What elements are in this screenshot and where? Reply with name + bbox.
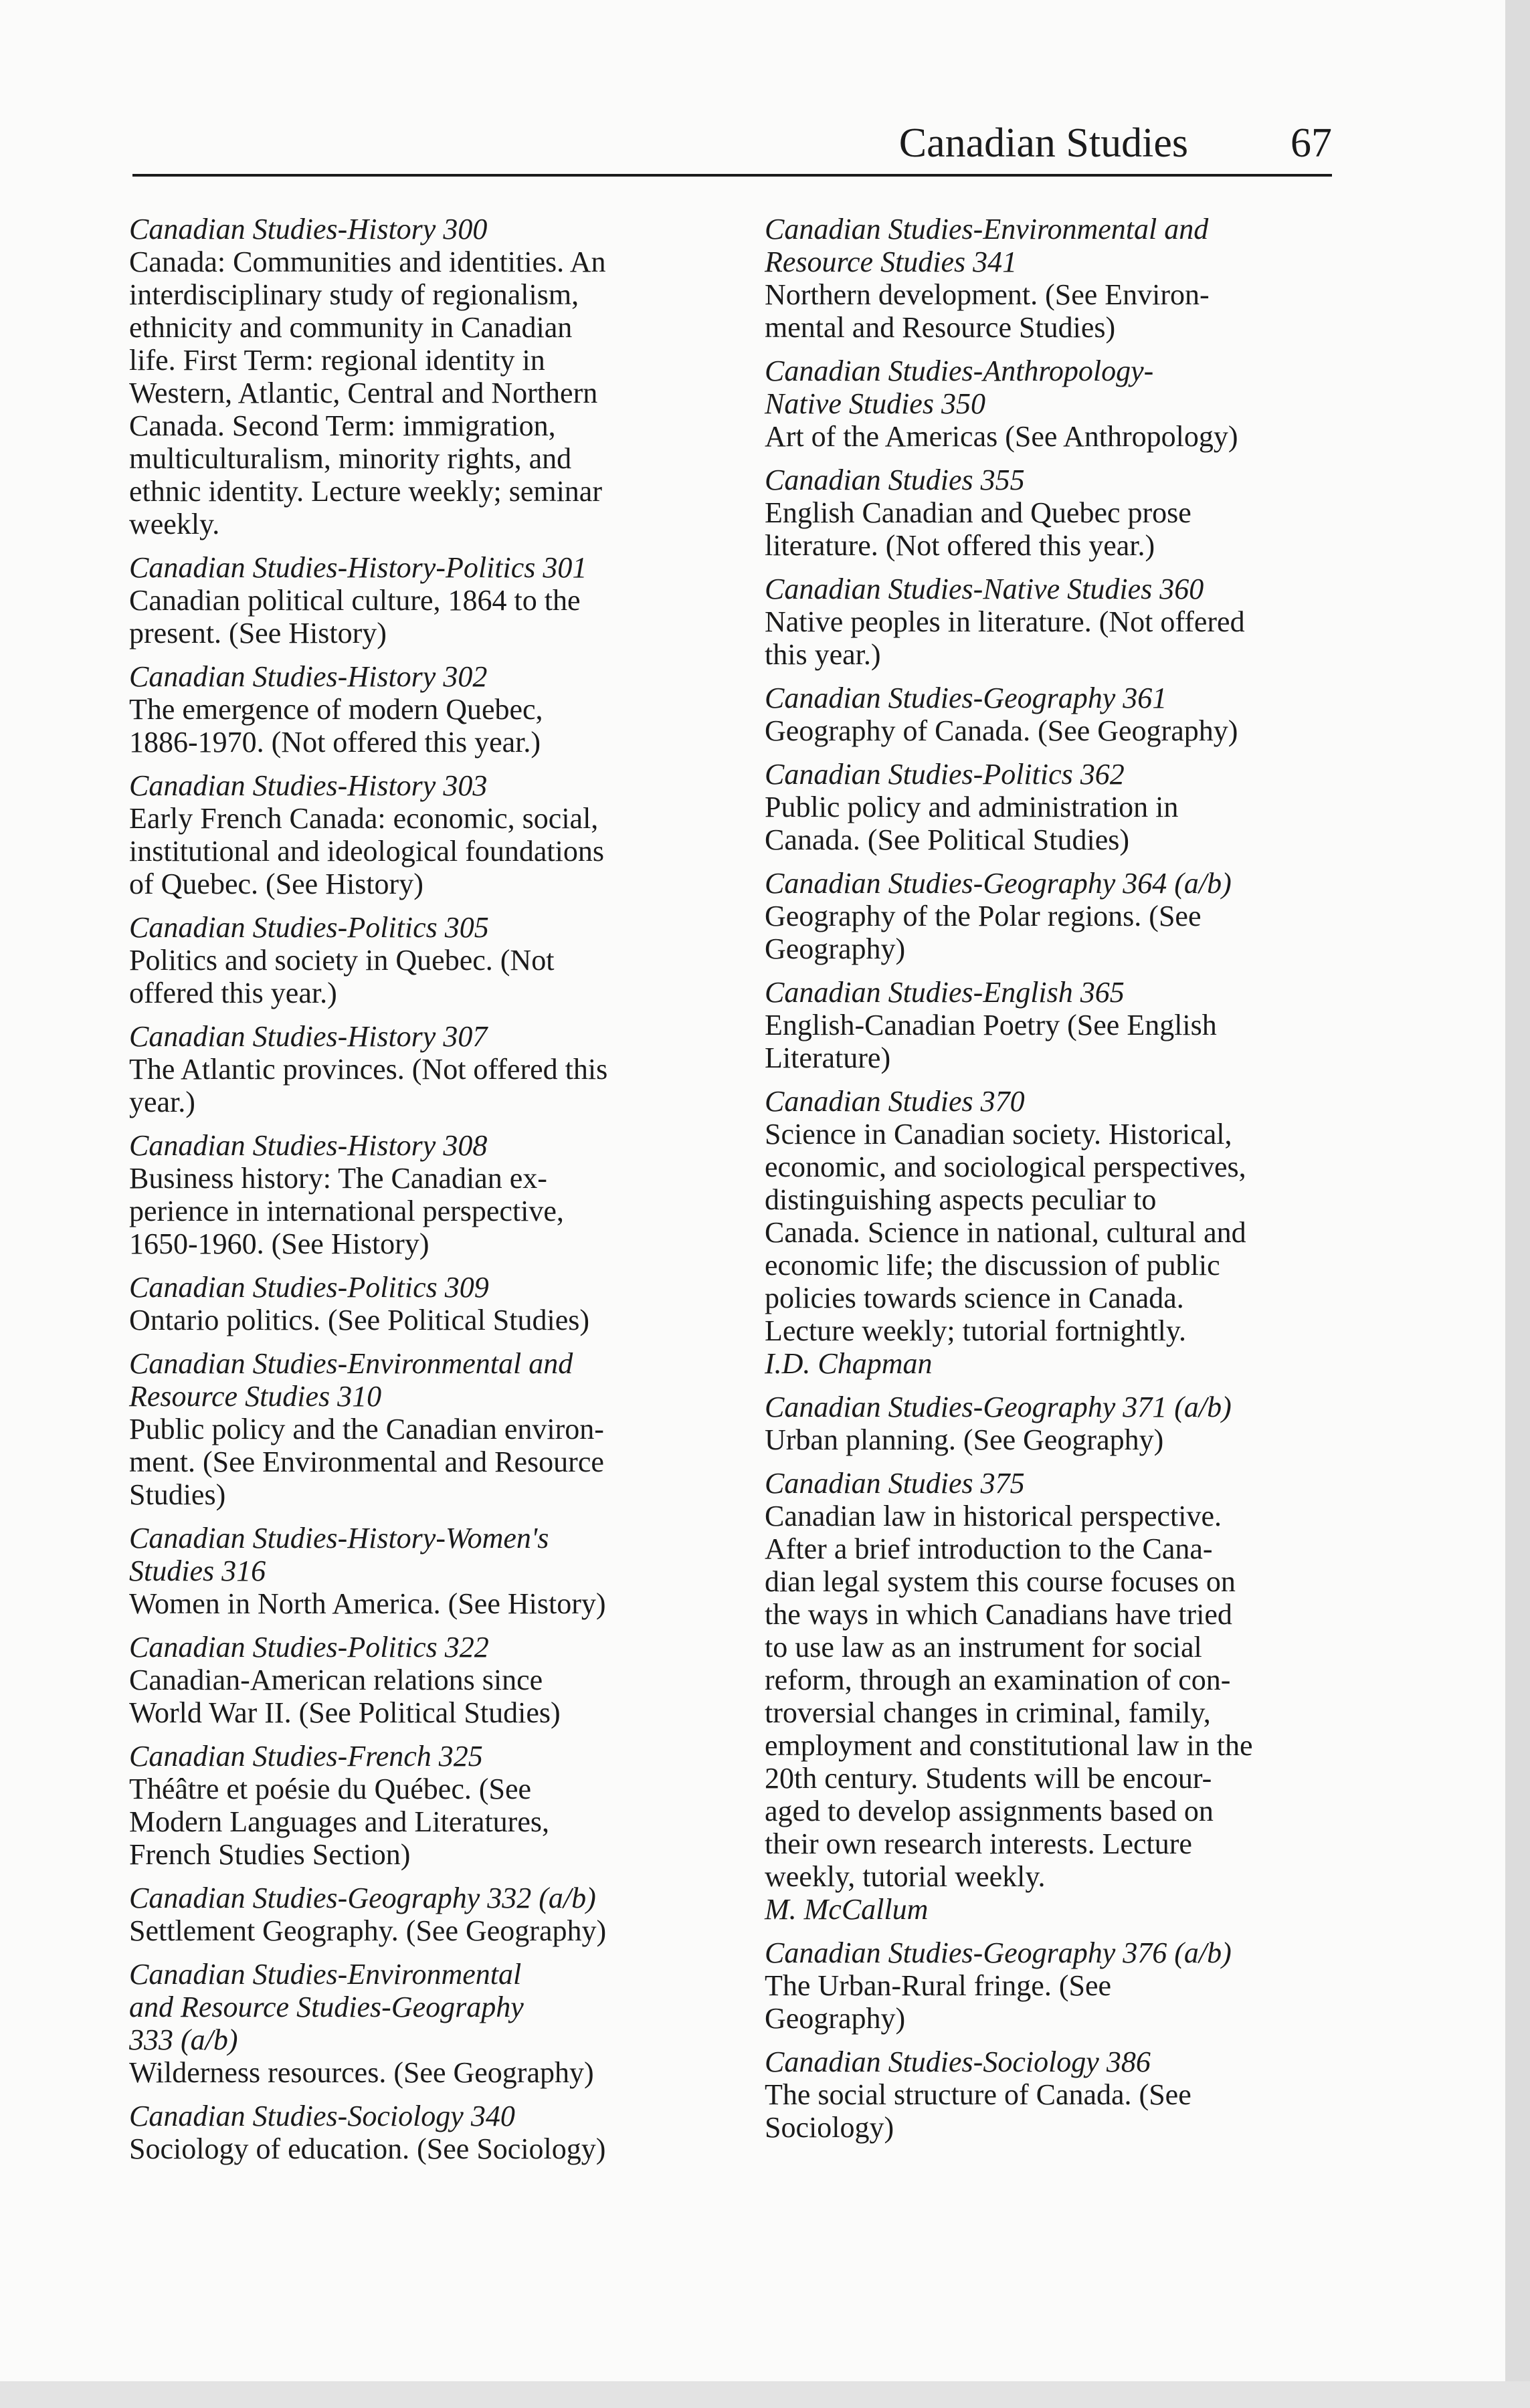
course-description-line: the ways in which Canadians have tried: [765, 1598, 1232, 1631]
course-description-line: Modern Languages and Literatures,: [129, 1805, 549, 1838]
course-description-line: Public policy and the Canadian environ-: [129, 1413, 604, 1445]
course-entry: [765, 976, 1353, 1074]
course-entry: [765, 1085, 1353, 1380]
course-title: Canadian Studies-Geography 332 (a/b): [129, 1882, 596, 1914]
course-title: Resource Studies 310: [129, 1380, 382, 1413]
course-description-line: mental and Resource Studies): [765, 311, 1116, 344]
course-title: Canadian Studies-History 300: [129, 213, 488, 245]
course-description-line: ment. (See Environmental and Resource: [129, 1445, 604, 1478]
course-description-line: Geography): [765, 932, 906, 965]
course-entry: [129, 551, 718, 649]
course-description-line: weekly.: [129, 508, 220, 540]
course-description-line: their own research interests. Lecture: [765, 1827, 1192, 1860]
course-description-line: 1650-1960. (See History): [129, 1227, 429, 1260]
course-title: Canadian Studies-Politics 309: [129, 1271, 489, 1304]
course-description-line: Urban planning. (See Geography): [765, 1423, 1164, 1456]
course-entry: [765, 2045, 1353, 2144]
course-title: Canadian Studies 375: [765, 1467, 1025, 1500]
course-description-line: Sociology): [765, 2111, 894, 2144]
course-entry: [129, 1631, 718, 1729]
course-entry: [765, 867, 1353, 965]
course-description-line: troversial changes in criminal, family,: [765, 1696, 1211, 1729]
course-description-line: offered this year.): [129, 977, 337, 1009]
course-description-line: Sociology of education. (See Sociology): [129, 2132, 606, 2165]
course-description-line: Canada. Second Term: immigration,: [129, 409, 556, 442]
course-entry: [129, 1740, 718, 1871]
course-title: Native Studies 350: [765, 387, 985, 420]
course-title: Canadian Studies-English 365: [765, 976, 1125, 1009]
course-entry: [129, 1882, 718, 1947]
scan-edge-right: [1505, 0, 1530, 2408]
course-description-line: The emergence of modern Quebec,: [129, 693, 543, 726]
course-description-line: Canadian political culture, 1864 to the: [129, 584, 581, 617]
course-description-line: English Canadian and Quebec prose: [765, 496, 1191, 529]
course-title: Canadian Studies-Environmental and: [765, 213, 1209, 245]
course-title: Canadian Studies-Environmental and: [129, 1347, 573, 1380]
course-instructor: M. McCallum: [765, 1893, 929, 1926]
course-description-line: Art of the Americas (See Anthropology): [765, 420, 1238, 453]
course-entry: [129, 911, 718, 1009]
course-description-line: Literature): [765, 1041, 891, 1074]
course-entry: [129, 2100, 718, 2165]
header-rule: [132, 174, 1332, 177]
course-description-line: year.): [129, 1086, 195, 1118]
course-title: Studies 316: [129, 1554, 266, 1587]
course-description-line: Science in Canadian society. Historical,: [765, 1118, 1232, 1150]
course-description-line: perience in international perspective,: [129, 1195, 564, 1227]
course-description-line: reform, through an examination of con-: [765, 1664, 1231, 1696]
course-description-line: Canada. (See Political Studies): [765, 823, 1129, 856]
course-description-line: World War II. (See Political Studies): [129, 1696, 561, 1729]
course-title: Canadian Studies-History 302: [129, 660, 488, 693]
course-description-line: Geography of the Polar regions. (See: [765, 900, 1202, 932]
course-description-line: Settlement Geography. (See Geography): [129, 1914, 607, 1947]
course-description-line: Ontario politics. (See Political Studies): [129, 1304, 590, 1336]
course-description-line: distinguishing aspects peculiar to: [765, 1183, 1157, 1216]
course-entry: [765, 213, 1353, 344]
course-description-line: English-Canadian Poetry (See English: [765, 1009, 1217, 1041]
course-title: Canadian Studies-Politics 362: [765, 758, 1125, 791]
course-description-line: this year.): [765, 638, 881, 671]
course-title: Canadian Studies-Geography 376 (a/b): [765, 1936, 1232, 1969]
course-title: Canadian Studies-History 303: [129, 769, 488, 802]
course-description-line: Canada. Science in national, cultural and: [765, 1216, 1246, 1249]
course-entry: [765, 464, 1353, 562]
course-entry: [129, 769, 718, 900]
course-description-line: Studies): [129, 1478, 226, 1511]
course-title: Resource Studies 341: [765, 245, 1018, 278]
course-description-line: Northern development. (See Environ-: [765, 278, 1210, 311]
course-entry: [129, 1347, 718, 1511]
course-title: Canadian Studies-Sociology 386: [765, 2045, 1151, 2078]
course-description-line: employment and constitutional law in the: [765, 1729, 1253, 1762]
course-description-line: After a brief introduction to the Cana-: [765, 1532, 1213, 1565]
course-title: Canadian Studies-History-Women's: [129, 1522, 549, 1554]
course-description-line: policies towards science in Canada.: [765, 1282, 1184, 1314]
course-title: Canadian Studies-Politics 305: [129, 911, 489, 944]
course-description-line: life. First Term: regional identity in: [129, 344, 545, 377]
course-description-line: 20th century. Students will be encour-: [765, 1762, 1212, 1795]
course-description-line: interdisciplinary study of regionalism,: [129, 278, 579, 311]
course-description-line: Early French Canada: economic, social,: [129, 802, 599, 835]
course-description-line: French Studies Section): [129, 1838, 411, 1871]
course-entry: [765, 573, 1353, 671]
course-title: Canadian Studies-Geography 361: [765, 682, 1167, 714]
course-title: 333 (a/b): [129, 2023, 238, 2056]
course-description-line: Geography of Canada. (See Geography): [765, 714, 1238, 747]
running-header: [132, 112, 1332, 174]
course-description-line: Politics and society in Quebec. (Not: [129, 944, 555, 977]
course-title: Canadian Studies-History 308: [129, 1129, 488, 1162]
course-description-line: Geography): [765, 2002, 906, 2035]
course-entry: [129, 213, 718, 540]
course-description-line: Wilderness resources. (See Geography): [129, 2056, 594, 2089]
course-description-line: weekly, tutorial weekly.: [765, 1860, 1046, 1893]
course-description-line: Western, Atlantic, Central and Northern: [129, 377, 598, 409]
course-description-line: institutional and ideological foundations: [129, 835, 604, 868]
course-entry: [129, 1522, 718, 1620]
course-description-line: to use law as an instrument for social: [765, 1631, 1202, 1664]
header-title: Canadian Studies: [898, 120, 1188, 166]
course-description-line: Théâtre et poésie du Québec. (See: [129, 1773, 532, 1805]
course-title: Canadian Studies-Native Studies 360: [765, 573, 1204, 605]
course-title: Canadian Studies-History 307: [129, 1020, 488, 1053]
course-description-line: of Quebec. (See History): [129, 868, 423, 900]
course-entry: [765, 1936, 1353, 2035]
course-entry: [129, 660, 718, 759]
course-description-line: 1886-1970. (Not offered this year.): [129, 726, 541, 759]
course-title: Canadian Studies-Environmental: [129, 1958, 522, 1991]
course-entry: [765, 355, 1353, 453]
course-title: Canadian Studies-Geography 364 (a/b): [765, 867, 1232, 900]
course-description-line: Business history: The Canadian ex-: [129, 1162, 547, 1195]
course-entry: [129, 1958, 718, 2089]
course-entry: [765, 1391, 1353, 1456]
course-entry: [765, 1467, 1353, 1926]
left-column: [129, 213, 718, 2176]
course-description-line: economic, and sociological perspectives,: [765, 1150, 1246, 1183]
course-description-line: The Urban-Rural fringe. (See: [765, 1969, 1112, 2002]
course-entry: [129, 1020, 718, 1118]
course-title: Canadian Studies-Geography 371 (a/b): [765, 1391, 1232, 1423]
course-description-line: The social structure of Canada. (See: [765, 2078, 1191, 2111]
course-title: Canadian Studies-Anthropology-: [765, 355, 1154, 387]
course-description-line: literature. (Not offered this year.): [765, 529, 1155, 562]
course-title: Canadian Studies-French 325: [129, 1740, 483, 1773]
course-entry: [129, 1129, 718, 1260]
course-entry: [765, 682, 1353, 747]
course-description-line: economic life; the discussion of public: [765, 1249, 1220, 1282]
course-title: Canadian Studies 370: [765, 1085, 1025, 1118]
course-description-line: dian legal system this course focuses on: [765, 1565, 1236, 1598]
course-entry: [765, 758, 1353, 856]
course-description-line: Women in North America. (See History): [129, 1587, 606, 1620]
course-description-line: The Atlantic provinces. (Not offered this: [129, 1053, 608, 1086]
page-number: 67: [1290, 120, 1332, 166]
course-title: Canadian Studies-History-Politics 301: [129, 551, 587, 584]
course-description-line: Canada: Communities and identities. An: [129, 245, 606, 278]
course-description-line: ethnicity and community in Canadian: [129, 311, 573, 344]
course-title: and Resource Studies-Geography: [129, 1991, 524, 2023]
course-description-line: multiculturalism, minority rights, and: [129, 442, 572, 475]
course-entry: [129, 1271, 718, 1336]
course-description-line: Native peoples in literature. (Not offered: [765, 605, 1245, 638]
right-column: [765, 213, 1353, 2154]
course-title: Canadian Studies-Politics 322: [129, 1631, 489, 1664]
course-description-line: present. (See History): [129, 617, 387, 649]
course-description-line: Canadian-American relations since: [129, 1664, 543, 1696]
course-instructor: I.D. Chapman: [765, 1347, 933, 1380]
scan-edge-bottom: [0, 2381, 1530, 2408]
course-description-line: Public policy and administration in: [765, 791, 1179, 823]
course-description-line: ethnic identity. Lecture weekly; seminar: [129, 475, 602, 508]
course-description-line: Lecture weekly; tutorial fortnightly.: [765, 1314, 1187, 1347]
course-title: Canadian Studies-Sociology 340: [129, 2100, 515, 2132]
course-description-line: aged to develop assignments based on: [765, 1795, 1214, 1827]
course-description-line: Canadian law in historical perspective.: [765, 1500, 1222, 1532]
course-title: Canadian Studies 355: [765, 464, 1025, 496]
